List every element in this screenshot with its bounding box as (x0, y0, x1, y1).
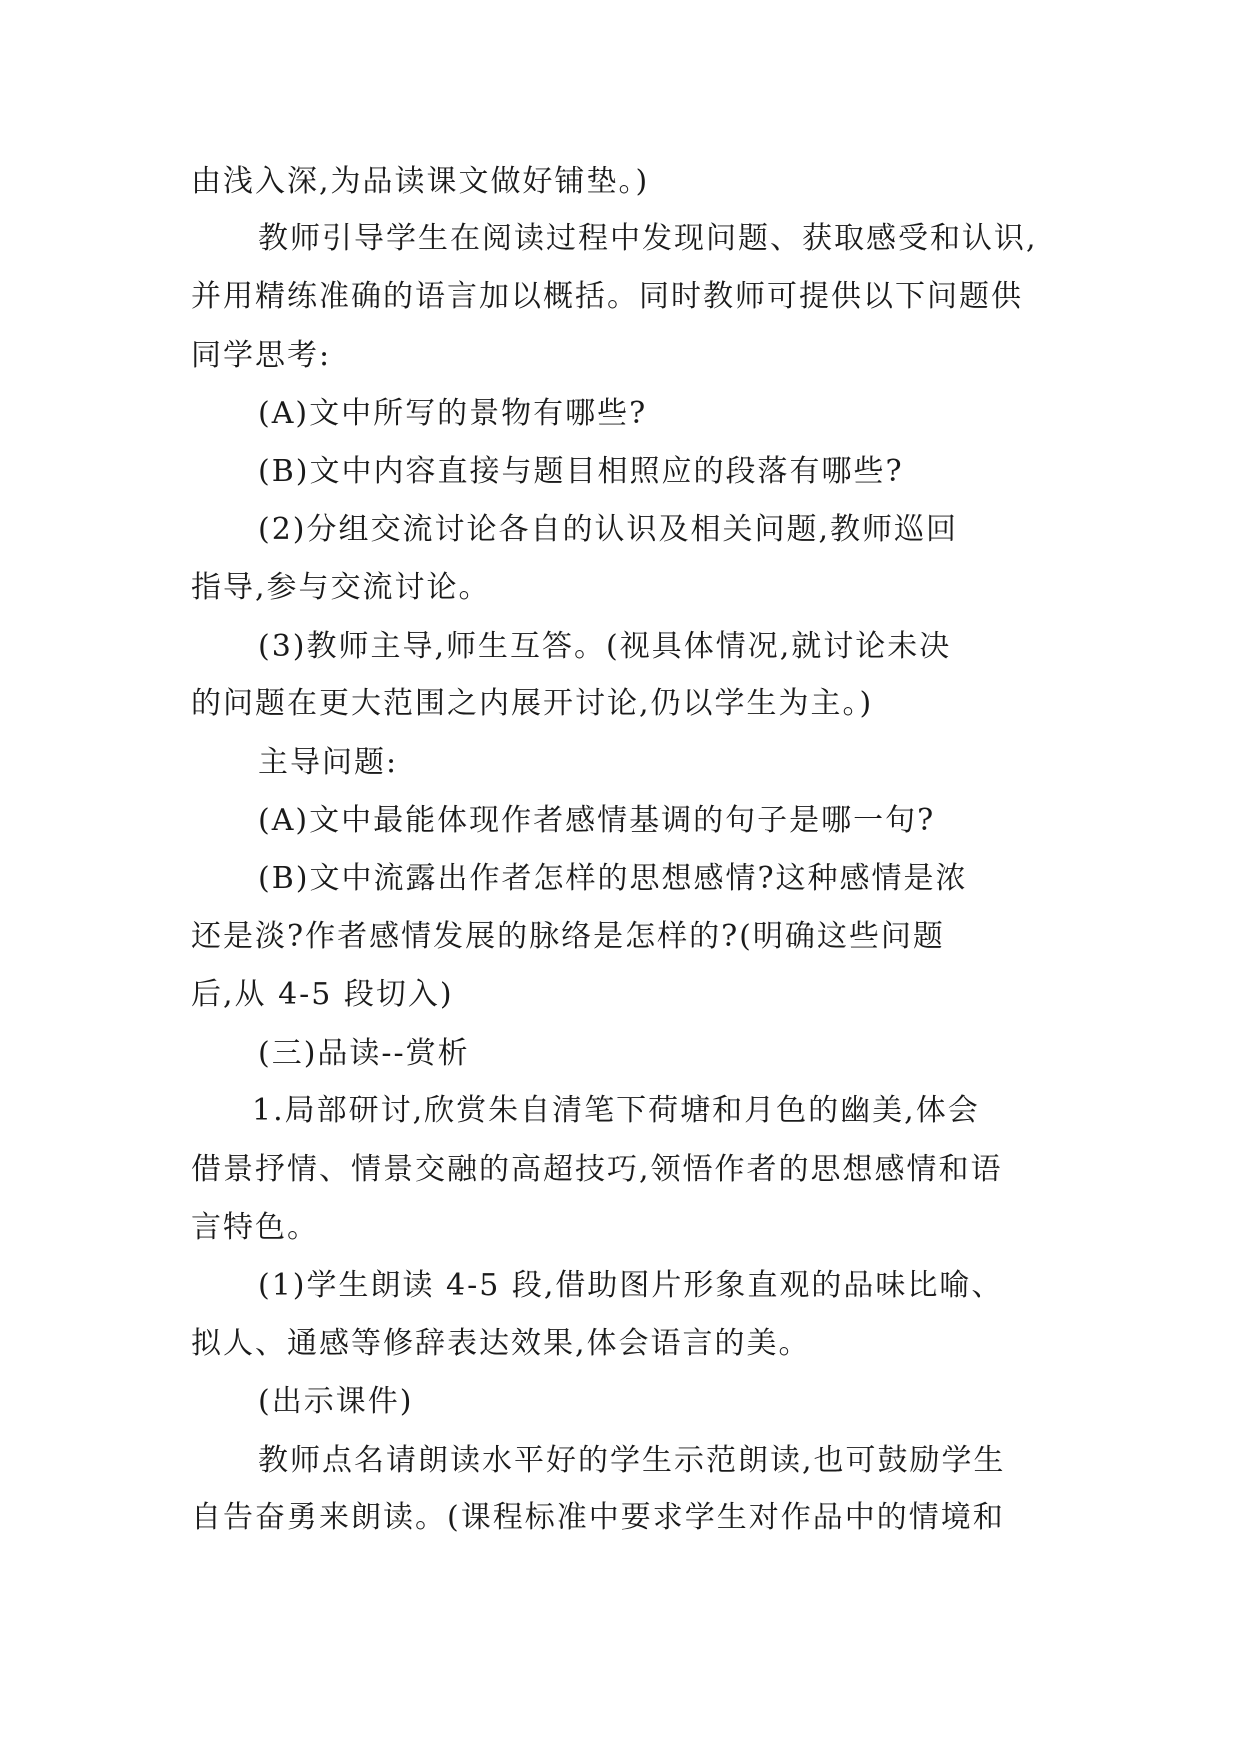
text-line: (2)分组交流讨论各自的认识及相关问题,教师巡回 (258, 512, 959, 547)
text-line: (三)品读--赏析 (258, 1036, 470, 1071)
text-line: 的问题在更大范围之内展开讨论,仍以学生为主。) (191, 686, 874, 721)
text-line: (A)文中最能体现作者感情基调的句子是哪一句? (258, 803, 936, 838)
text-line: 后,从 4-5 段切入) (191, 977, 454, 1012)
text-line: 由浅入深,为品读课文做好铺垫。) (191, 164, 650, 199)
text-line: 自告奋勇来朗读。(课程标准中要求学生对作品中的情境和 (191, 1500, 1005, 1535)
text-line: 1.局部研讨,欣赏朱自清笔下荷塘和月色的幽美,体会 (252, 1093, 980, 1128)
text-line: (出示课件) (258, 1384, 414, 1419)
text-line: 主导问题: (258, 745, 399, 780)
text-line: 教师点名请朗读水平好的学生示范朗读,也可鼓励学生 (258, 1443, 1006, 1478)
text-line: (B)文中流露出作者怎样的思想感情?这种感情是浓 (258, 861, 968, 896)
text-line: 借景抒情、情景交融的高超技巧,领悟作者的思想感情和语 (191, 1152, 1003, 1187)
text-line: 还是淡?作者感情发展的脉络是怎样的?(明确这些问题 (191, 919, 945, 954)
text-line: 言特色。 (191, 1210, 319, 1245)
text-line: 指导,参与交流讨论。 (191, 570, 491, 605)
text-line: (B)文中内容直接与题目相照应的段落有哪些? (258, 454, 904, 489)
text-line: 同学思考: (191, 338, 332, 373)
text-line: 教师引导学生在阅读过程中发现问题、获取感受和认识, (258, 221, 1038, 256)
text-line: 拟人、通感等修辞表达效果,体会语言的美。 (191, 1326, 811, 1361)
text-line: (A)文中所写的景物有哪些? (258, 396, 648, 431)
text-line: (1)学生朗读 4-5 段,借助图片形象直观的品味比喻、 (258, 1268, 1004, 1303)
text-line: (3)教师主导,师生互答。(视具体情况,就讨论未决 (258, 629, 952, 664)
text-line: 并用精练准确的语言加以概括。同时教师可提供以下问题供 (191, 279, 1023, 314)
